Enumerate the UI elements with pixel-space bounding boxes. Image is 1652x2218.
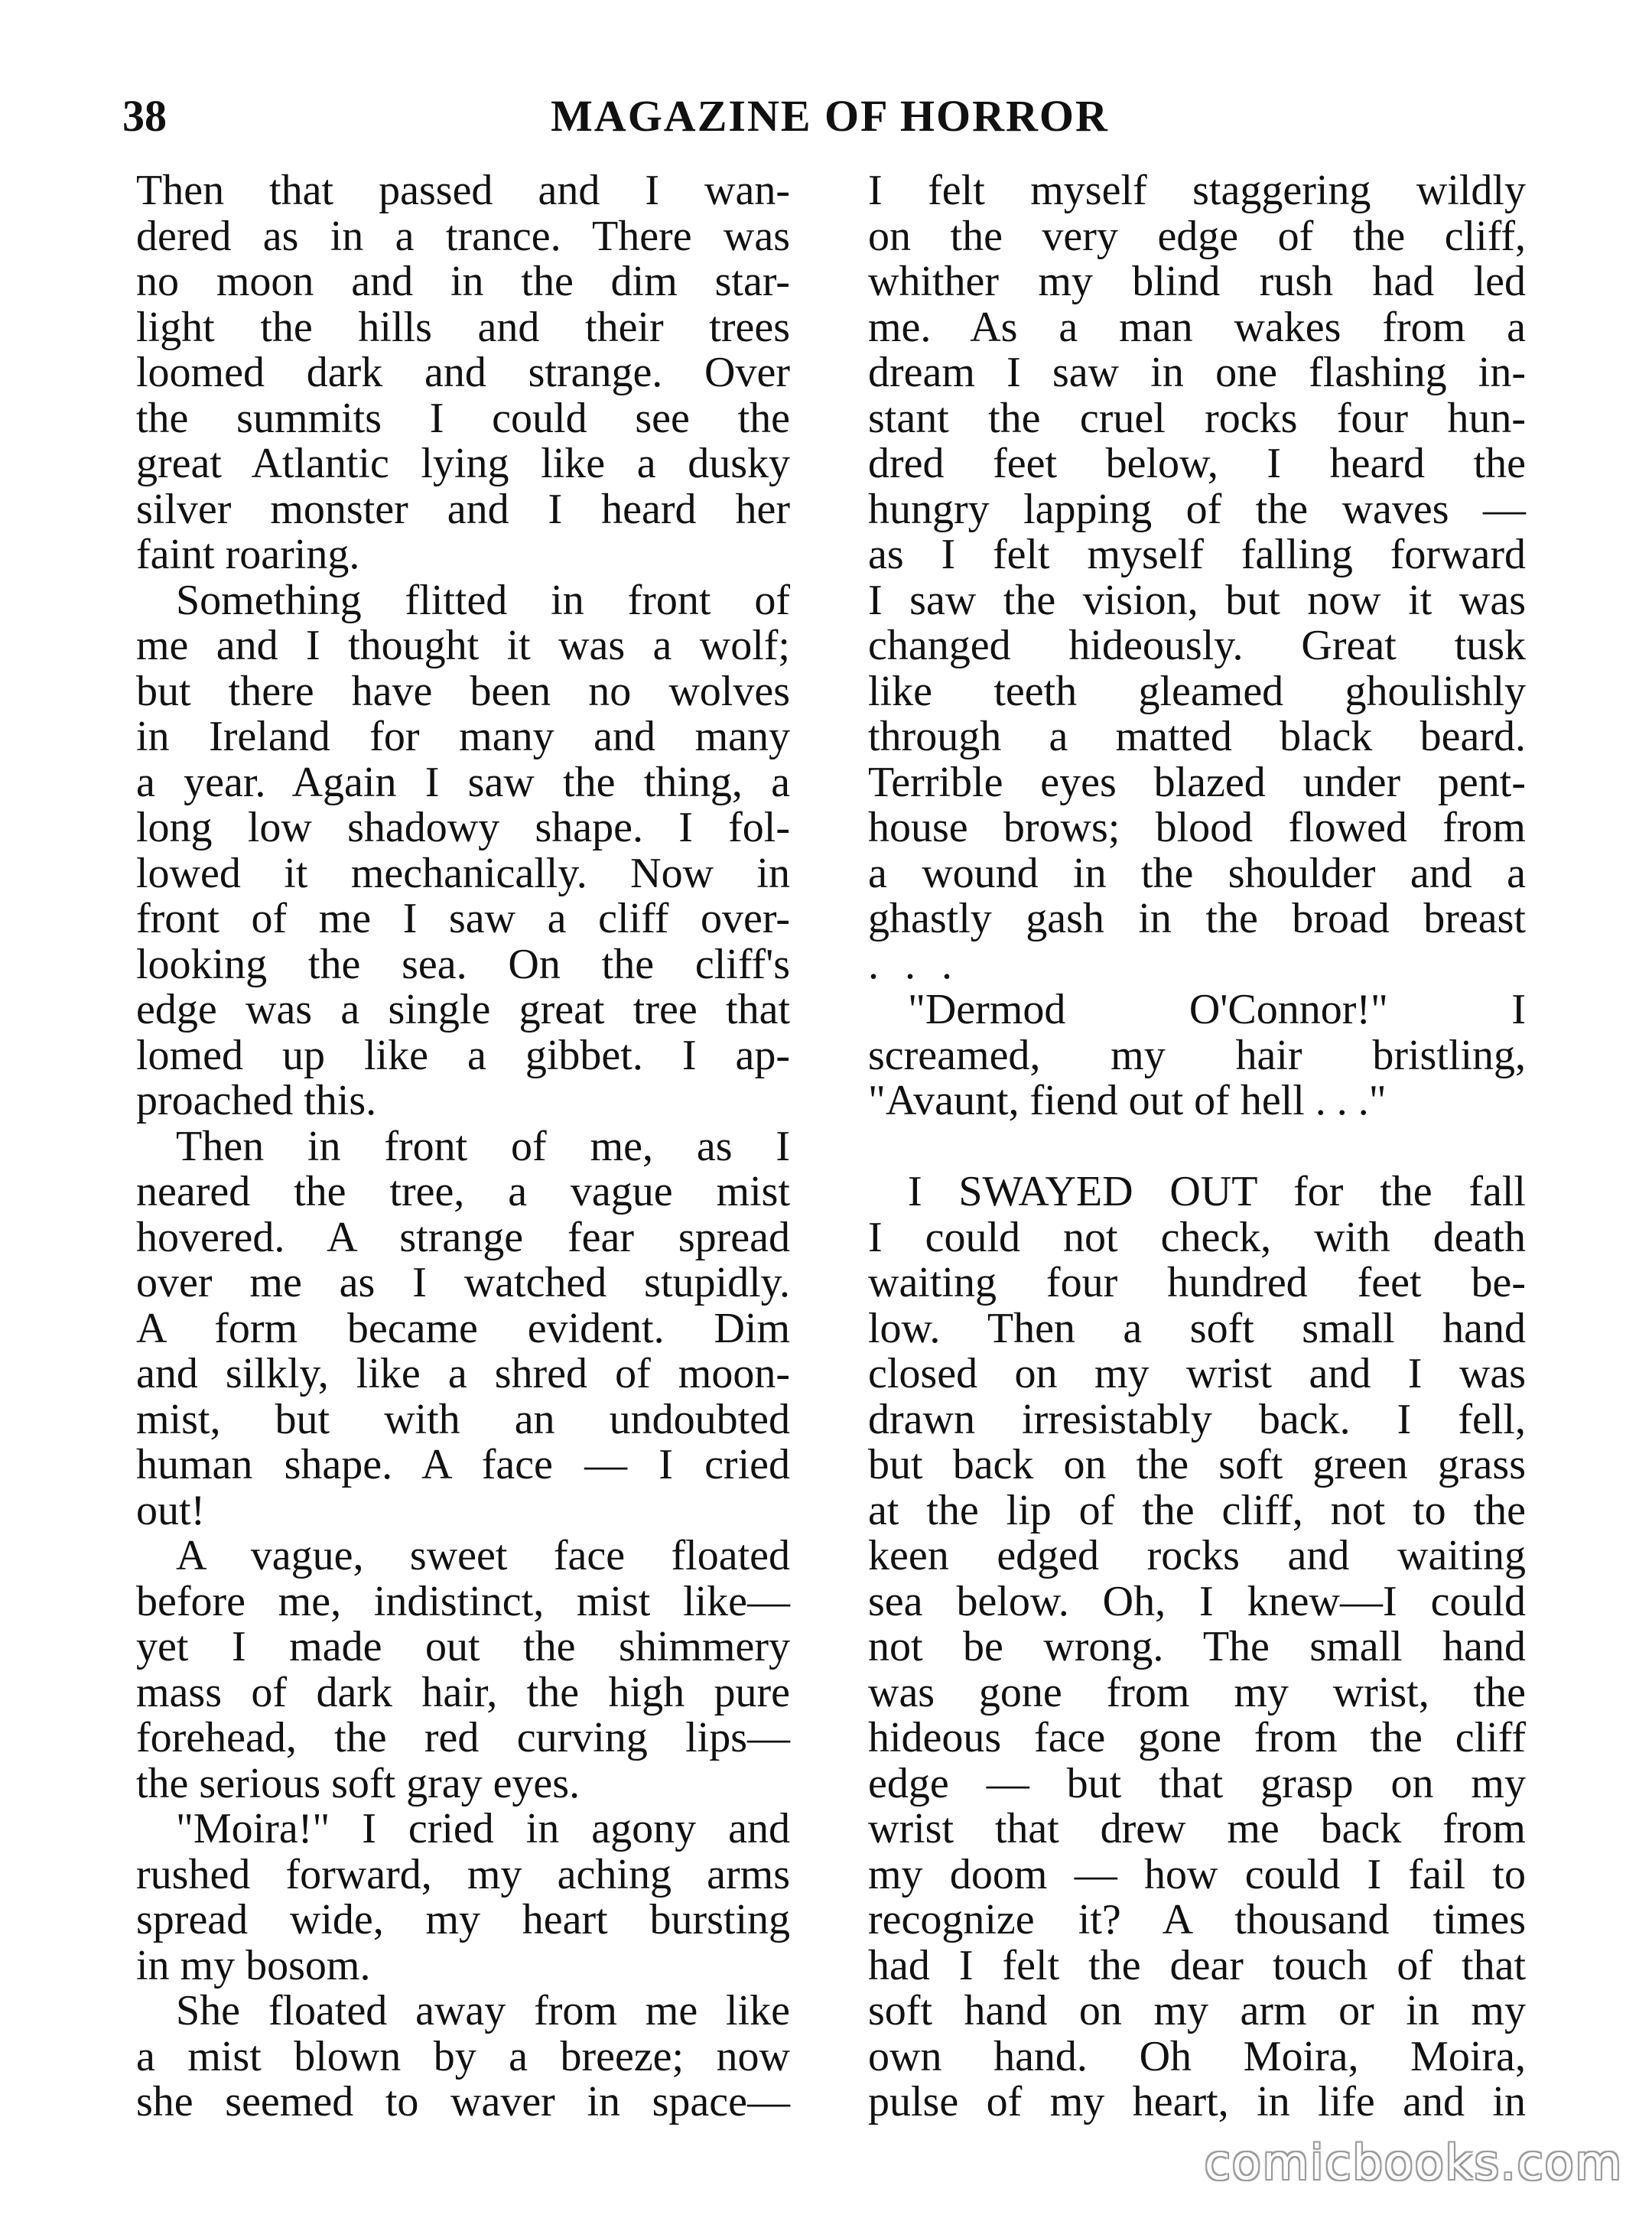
text-line: dream I saw in one flashing in- xyxy=(868,349,1526,396)
text-line: dered as in a trance. There was xyxy=(136,212,790,260)
text-line: hideous face gone from the cliff xyxy=(868,1714,1526,1761)
text-line: the summits I could see the xyxy=(136,394,790,442)
text-line: I saw the vision, but now it was xyxy=(868,576,1526,624)
text-line: in my bosom. xyxy=(136,1941,371,1989)
text-line: lomed up like a gibbet. I ap- xyxy=(136,1031,790,1079)
text-line: low. Then a soft small hand xyxy=(868,1304,1526,1352)
text-line: spread wide, my heart bursting xyxy=(136,1896,790,1943)
text-line: out! xyxy=(136,1486,206,1534)
text-line: . . . xyxy=(868,940,960,988)
text-line: I could not check, with death xyxy=(868,1213,1526,1261)
text-line: light the hills and their trees xyxy=(136,303,790,351)
text-line: she seemed to waver in space— xyxy=(136,2078,790,2125)
text-line: stant the cruel rocks four hun- xyxy=(868,394,1526,442)
text-line: had I felt the dear touch of that xyxy=(868,1941,1526,1989)
text-line: rushed forward, my aching arms xyxy=(136,1850,790,1898)
text-line: keen edged rocks and waiting xyxy=(868,1532,1526,1579)
text-line: through a matted black beard. xyxy=(868,713,1526,760)
text-line: hungry lapping of the waves — xyxy=(868,485,1526,533)
text-line: hovered. A strange fear spread xyxy=(136,1213,790,1261)
text-line: human shape. A face — I cried xyxy=(136,1441,790,1488)
text-line: changed hideously. Great tusk xyxy=(868,622,1526,669)
text-line: but back on the soft green grass xyxy=(868,1441,1526,1488)
text-line: in Ireland for many and many xyxy=(136,713,790,760)
text-line: was gone from my wrist, the xyxy=(868,1668,1526,1716)
text-line: "Dermod O'Connor!" I xyxy=(908,986,1526,1033)
text-line: a mist blown by a breeze; now xyxy=(136,2032,790,2080)
text-line: waiting four hundred feet be- xyxy=(868,1259,1526,1306)
text-line: me. As a man wakes from a xyxy=(868,303,1526,351)
text-line: whither my blind rush had led xyxy=(868,258,1526,305)
text-line: mist, but with an undoubted xyxy=(136,1395,790,1443)
running-head-title: MAGAZINE OF HORROR xyxy=(551,91,1109,141)
text-line: recognize it? A thousand times xyxy=(868,1896,1526,1943)
text-line: dred feet below, I heard the xyxy=(868,440,1526,487)
text-line: screamed, my hair bristling, xyxy=(868,1031,1526,1079)
text-line: a wound in the shoulder and a xyxy=(868,849,1526,897)
text-line: Terrible eyes blazed under pent- xyxy=(868,758,1526,806)
text-line: on the very edge of the cliff, xyxy=(868,212,1526,260)
text-line: before me, indistinct, mist like— xyxy=(136,1577,790,1625)
text-line: ghastly gash in the broad breast xyxy=(868,895,1526,942)
text-line: sea below. Oh, I knew—I could xyxy=(868,1577,1526,1625)
text-line: as I felt myself falling forward xyxy=(868,531,1526,578)
text-line: I felt myself staggering wildly xyxy=(868,167,1526,214)
text-line: proached this. xyxy=(136,1077,377,1124)
text-line: mass of dark hair, the high pure xyxy=(136,1668,790,1716)
section-opening-line: I SWAYED OUT for the fall xyxy=(908,1168,1526,1215)
text-line: at the lip of the cliff, not to the xyxy=(868,1486,1526,1534)
page-number: 38 xyxy=(122,91,167,141)
section-break xyxy=(868,1124,1526,1170)
text-line: "Avaunt, fiend out of hell . . ." xyxy=(868,1077,1387,1124)
text-line: front of me I saw a cliff over- xyxy=(136,895,790,942)
text-line: Something flitted in front of xyxy=(176,576,790,624)
text-line: but there have been no wolves xyxy=(136,667,790,715)
text-line: looking the sea. On the cliff's xyxy=(136,940,790,988)
right-column xyxy=(868,168,1526,2125)
text-line: like teeth gleamed ghoulishly xyxy=(868,667,1526,715)
text-line: edge was a single great tree that xyxy=(136,986,790,1033)
text-line: A vague, sweet face floated xyxy=(176,1532,790,1579)
text-line: own hand. Oh Moira, Moira, xyxy=(868,2032,1526,2080)
text-line: A form became evident. Dim xyxy=(136,1304,790,1352)
text-line: Then in front of me, as I xyxy=(176,1122,790,1170)
text-line: neared the tree, a vague mist xyxy=(136,1168,790,1215)
text-line: long low shadowy shape. I fol- xyxy=(136,804,790,851)
text-line: me and I thought it was a wolf; xyxy=(136,622,790,669)
text-line: over me as I watched stupidly. xyxy=(136,1259,790,1306)
page-header xyxy=(122,86,1537,147)
text-line: loomed dark and strange. Over xyxy=(136,349,790,396)
text-line: forehead, the red curving lips— xyxy=(136,1714,790,1761)
text-line: pulse of my heart, in life and in xyxy=(868,2078,1526,2125)
text-line: yet I made out the shimmery xyxy=(136,1623,790,1670)
text-line: drawn irresistably back. I fell, xyxy=(868,1395,1526,1443)
text-line: great Atlantic lying like a dusky xyxy=(136,440,790,487)
text-line: Then that passed and I wan- xyxy=(136,167,790,214)
text-line: not be wrong. The small hand xyxy=(868,1623,1526,1670)
text-line: faint roaring. xyxy=(136,531,360,578)
text-line: my doom — how could I fail to xyxy=(868,1850,1526,1898)
text-line: house brows; blood flowed from xyxy=(868,804,1526,851)
text-line: the serious soft gray eyes. xyxy=(136,1759,580,1807)
text-line: silver monster and I heard her xyxy=(136,485,790,533)
text-line: soft hand on my arm or in my xyxy=(868,1987,1526,2034)
text-line: closed on my wrist and I was xyxy=(868,1350,1526,1397)
text-line: wrist that drew me back from xyxy=(868,1805,1526,1852)
text-line: no moon and in the dim star- xyxy=(136,258,790,305)
text-line: a year. Again I saw the thing, a xyxy=(136,758,790,806)
watermark-logo: comicbooks.com xyxy=(1204,2135,1623,2190)
text-line: edge — but that grasp on my xyxy=(868,1759,1526,1807)
text-line: and silkly, like a shred of moon- xyxy=(136,1350,790,1397)
text-line: lowed it mechanically. Now in xyxy=(136,849,790,897)
left-column xyxy=(136,168,790,2125)
text-line: She floated away from me like xyxy=(176,1987,790,2034)
text-line: "Moira!" I cried in agony and xyxy=(176,1805,790,1852)
